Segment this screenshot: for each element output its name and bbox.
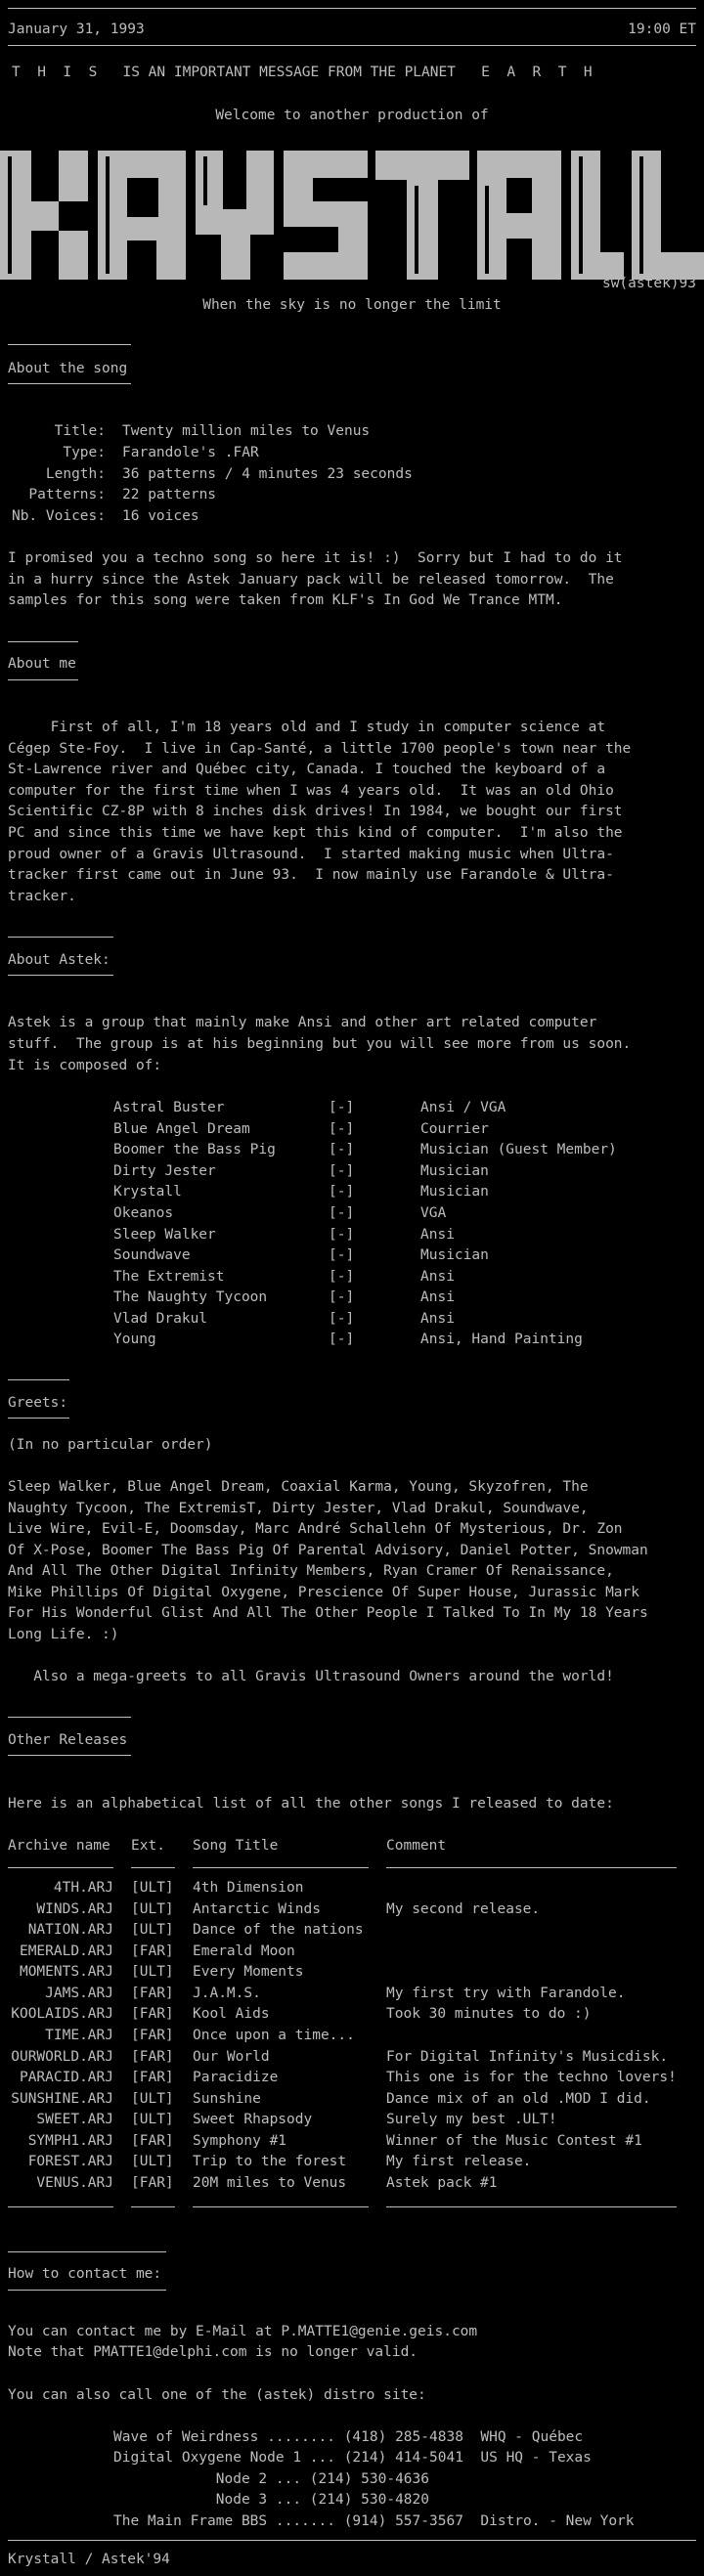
release-ext: [ULT] — [131, 1922, 174, 1938]
release-title: 4th Dimension — [193, 1880, 304, 1896]
about-me-line: tracker. — [8, 889, 76, 904]
member-separator: [-] — [329, 1163, 355, 1179]
table-footer-rule — [193, 2206, 369, 2207]
column-header-comment: Comment — [386, 1838, 447, 1854]
greets-line: For His Wonderful Glist And All The Other People I Talked To In My 18 Years — [8, 1605, 648, 1621]
release-ext: [FAR] — [131, 2049, 174, 2065]
release-comment: Winner of the Music Contest #1 — [386, 2133, 642, 2149]
release-ext: [ULT] — [131, 2112, 174, 2127]
member-role: VGA — [420, 1205, 447, 1221]
release-archive: FOREST.ARJ — [27, 2154, 113, 2169]
table-header-rule — [131, 1867, 175, 1868]
member-role: Musician — [420, 1184, 489, 1200]
release-archive: OURWORLD.ARJ — [11, 2049, 113, 2065]
member-name: Blue Angel Dream — [113, 1121, 250, 1137]
table-footer-rule — [131, 2206, 175, 2207]
krystall-logo — [0, 147, 704, 284]
release-title: 20M miles to Venus — [193, 2175, 347, 2191]
time: 19:00 ET — [628, 22, 696, 37]
member-separator: [-] — [329, 1269, 355, 1285]
release-comment: Dance mix of an old .MOD I did. — [386, 2091, 651, 2107]
about-me-line: tracker first came out in June 93. I now mainly use Farandole & Ultra- — [8, 867, 614, 883]
release-ext: [ULT] — [131, 1880, 174, 1896]
release-ext: [ULT] — [131, 1901, 174, 1917]
release-ext: [FAR] — [131, 2175, 174, 2191]
member-separator: [-] — [329, 1289, 355, 1305]
release-ext: [ULT] — [131, 1964, 174, 1980]
release-archive: TIME.ARJ — [45, 2028, 113, 2043]
release-title: Once upon a time... — [193, 2028, 355, 2043]
about-me-line: Scientific CZ-8P with 8 inches disk drives! In 1984, we bought our first — [8, 804, 623, 819]
top-rule — [8, 8, 696, 9]
release-archive: SUNSHINE.ARJ — [11, 2091, 113, 2107]
release-comment: This one is for the techno lovers! — [386, 2070, 677, 2085]
song-paragraph-line: samples for this song were taken from KLF's In God We Trance MTM. — [8, 592, 563, 608]
section-rule — [8, 1755, 131, 1756]
about-astek-heading: About Astek: — [8, 952, 110, 968]
about-me-line: St-Lawrence river and Québec city, Canada. I touched the keyboard of a — [8, 762, 606, 777]
member-role: Ansi — [420, 1227, 455, 1243]
section-rule — [8, 641, 78, 642]
table-header-rule — [386, 1867, 677, 1868]
section-rule — [8, 383, 131, 384]
song-field-value: 36 patterns / 4 minutes 23 seconds — [122, 466, 413, 482]
bbs-line: Wave of Weirdness ........ (418) 285-4838 WHQ - Québec — [113, 2429, 584, 2445]
table-header-rule — [8, 1867, 113, 1868]
release-title: Antarctic Winds — [193, 1901, 321, 1917]
column-header-archive: Archive name — [8, 1838, 110, 1854]
greets-line: Mike Phillips Of Digital Oxygene, Prescience Of Super House, Jurassic Mark — [8, 1585, 640, 1600]
member-role: Musician — [420, 1163, 489, 1179]
member-role: Musician (Guest Member) — [420, 1142, 617, 1157]
about-me-heading: About me — [8, 656, 76, 672]
mega-greets: Also a mega-greets to all Gravis Ultrasound Owners around the world! — [8, 1669, 614, 1684]
release-archive: EMERALD.ARJ — [19, 1943, 113, 1959]
astek-paragraph-line: stuff. The group is at his beginning but you will see more from us soon. — [8, 1036, 632, 1052]
about-me-line: proud owner of a Gravis Ultrasound. I started making music when Ultra- — [8, 847, 614, 862]
greets-line: And All The Other Digital Infinity Members, Ryan Cramer Of Renaissance, — [8, 1563, 614, 1579]
member-role: Ansi — [420, 1289, 455, 1305]
table-header-rule — [193, 1867, 369, 1868]
song-field-label: Length: — [45, 466, 106, 482]
bbs-line: Node 3 ... (214) 530-4820 — [113, 2492, 430, 2508]
release-comment: My first release. — [386, 2154, 532, 2169]
bbs-line: The Main Frame BBS ....... (914) 557-3567 Distro. - New York — [113, 2513, 635, 2529]
about-me-line: PC and since this time we have kept this kind of computer. I'm also the — [8, 825, 623, 841]
release-archive: WINDS.ARJ — [36, 1901, 113, 1917]
release-title: Trip to the forest — [193, 2154, 347, 2169]
release-ext: [ULT] — [131, 2154, 174, 2169]
release-title: Sweet Rhapsody — [193, 2112, 313, 2127]
contact-heading: How to contact me: — [8, 2266, 162, 2282]
email-line: You can contact me by E-Mail at P.MATTE1@genie.geis.com — [8, 2324, 478, 2339]
release-archive: VENUS.ARJ — [36, 2175, 113, 2191]
section-rule — [8, 679, 78, 680]
release-archive: NATION.ARJ — [27, 1922, 113, 1938]
release-comment: My second release. — [386, 1901, 541, 1917]
welcome-line: Welcome to another production of — [215, 108, 489, 123]
column-header-title: Song Title — [193, 1838, 279, 1854]
member-name: Young — [113, 1332, 156, 1347]
member-separator: [-] — [329, 1311, 355, 1327]
greets-heading: Greets: — [8, 1395, 68, 1411]
member-name: Soundwave — [113, 1247, 191, 1263]
member-name: Astral Buster — [113, 1100, 225, 1115]
bbs-line: Digital Oxygene Node 1 ... (214) 414-5041 US HQ - Texas — [113, 2450, 592, 2466]
song-field-label: Nb. Voices: — [11, 508, 106, 524]
planet-message: T H I S IS AN IMPORTANT MESSAGE FROM THE PLANET E A R T H — [12, 65, 593, 80]
member-role: Musician — [420, 1247, 489, 1263]
section-rule — [8, 344, 131, 345]
call-line: You can also call one of the (astek) distro site: — [8, 2387, 426, 2403]
member-role: Ansi — [420, 1311, 455, 1327]
release-ext: [FAR] — [131, 2070, 174, 2085]
member-name: Dirty Jester — [113, 1163, 216, 1179]
song-field-value: Farandole's .FAR — [122, 445, 259, 460]
header-rule — [8, 45, 696, 46]
releases-heading: Other Releases — [8, 1732, 128, 1748]
member-separator: [-] — [329, 1205, 355, 1221]
member-name: Okeanos — [113, 1205, 174, 1221]
release-ext: [FAR] — [131, 1943, 174, 1959]
release-comment: For Digital Infinity's Musicdisk. — [386, 2049, 669, 2065]
greets-line: Sleep Walker, Blue Angel Dream, Coaxial Karma, Young, Skyzofren, The — [8, 1479, 589, 1495]
release-comment: Took 30 minutes to do :) — [386, 2006, 592, 2022]
logo-signature: sw(astek)93 — [601, 276, 696, 291]
release-ext: [ULT] — [131, 2091, 174, 2107]
release-comment: Astek pack #1 — [386, 2175, 498, 2191]
member-name: Sleep Walker — [113, 1227, 216, 1243]
member-separator: [-] — [329, 1184, 355, 1200]
greets-line: Of X-Pose, Boomer The Bass Pig Of Parental Advisory, Daniel Potter, Snowman — [8, 1543, 648, 1558]
release-ext: [FAR] — [131, 2028, 174, 2043]
greets-line: Long Life. :) — [8, 1627, 119, 1642]
about-me-line: Cégep Ste-Foy. I live in Cap-Santé, a little 1700 people's town near the — [8, 741, 632, 757]
release-title: Our World — [193, 2049, 270, 2065]
section-rule — [8, 1418, 69, 1419]
member-role: Ansi — [420, 1269, 455, 1285]
member-separator: [-] — [329, 1332, 355, 1347]
tagline: When the sky is no longer the limit — [202, 297, 502, 313]
member-separator: [-] — [329, 1121, 355, 1137]
song-paragraph-line: in a hurry since the Astek January pack will be released tomorrow. The — [8, 572, 614, 588]
release-archive: JAMS.ARJ — [45, 1986, 113, 2001]
releases-intro: Here is an alphabetical list of all the other songs I released to date: — [8, 1796, 614, 1812]
member-name: Krystall — [113, 1184, 182, 1200]
song-field-value: 16 voices — [122, 508, 199, 524]
member-name: Vlad Drakul — [113, 1311, 208, 1327]
song-field-label: Patterns: — [28, 487, 106, 502]
member-separator: [-] — [329, 1142, 355, 1157]
song-paragraph-line: I promised you a techno song so here it is! :) Sorry but I had to do it — [8, 550, 623, 566]
krystall-logo-art — [0, 147, 704, 284]
astek-paragraph-line: It is composed of: — [8, 1058, 162, 1073]
astek-paragraph-line: Astek is a group that mainly make Ansi and other art related computer — [8, 1015, 597, 1030]
release-ext: [FAR] — [131, 1986, 174, 2001]
release-archive: SWEET.ARJ — [36, 2112, 113, 2127]
release-title: Kool Aids — [193, 2006, 270, 2022]
email-line: Note that PMATTE1@delphi.com is no longer valid. — [8, 2344, 418, 2360]
release-title: Every Moments — [193, 1964, 304, 1980]
member-separator: [-] — [329, 1247, 355, 1263]
release-title: Dance of the nations — [193, 1922, 364, 1938]
footer-signature: Krystall / Astek'94 — [8, 2552, 170, 2567]
release-comment: My first try with Farandole. — [386, 1986, 626, 2001]
member-name: The Naughty Tycoon — [113, 1289, 268, 1305]
section-rule — [8, 975, 113, 976]
release-title: Paracidize — [193, 2070, 279, 2085]
song-field-label: Type: — [63, 445, 106, 460]
column-header-ext: Ext. — [131, 1838, 165, 1854]
about-song-heading: About the song — [8, 361, 128, 376]
release-archive: 4TH.ARJ — [53, 1880, 113, 1896]
about-me-line: computer for the first time when I was 4 years old. It was an old Ohio — [8, 783, 614, 799]
member-name: The Extremist — [113, 1269, 225, 1285]
member-role: Ansi, Hand Painting — [420, 1332, 583, 1347]
release-title: Symphony #1 — [193, 2133, 287, 2149]
release-archive: PARACID.ARJ — [19, 2070, 113, 2085]
table-footer-rule — [8, 2206, 113, 2207]
song-field-value: 22 patterns — [122, 487, 217, 502]
bbs-line: Node 2 ... (214) 530-4636 — [113, 2471, 430, 2487]
release-title: Sunshine — [193, 2091, 261, 2107]
release-ext: [FAR] — [131, 2006, 174, 2022]
release-archive: SYMPH1.ARJ — [27, 2133, 113, 2149]
section-rule — [8, 937, 113, 938]
greets-line: Naughty Tycoon, The ExtremisT, Dirty Jester, Vlad Drakul, Soundwave, — [8, 1501, 589, 1516]
section-rule — [8, 2290, 166, 2291]
release-comment: Surely my best .ULT! — [386, 2112, 557, 2127]
member-separator: [-] — [329, 1227, 355, 1243]
date: January 31, 1993 — [8, 22, 145, 37]
release-title: J.A.M.S. — [193, 1986, 261, 2001]
song-field-label: Title: — [54, 423, 106, 439]
about-me-line: First of all, I'm 18 years old and I study in computer science at — [8, 720, 606, 735]
greets-note: (In no particular order) — [8, 1437, 213, 1453]
member-name: Boomer the Bass Pig — [113, 1142, 276, 1157]
section-rule — [8, 2251, 166, 2252]
section-rule — [8, 1379, 69, 1380]
table-footer-rule — [386, 2206, 677, 2207]
member-separator: [-] — [329, 1100, 355, 1115]
member-role: Courrier — [420, 1121, 489, 1137]
section-rule — [8, 1717, 131, 1718]
release-archive: MOMENTS.ARJ — [19, 1964, 113, 1980]
member-role: Ansi / VGA — [420, 1100, 506, 1115]
release-ext: [FAR] — [131, 2133, 174, 2149]
bottom-rule — [8, 2540, 696, 2541]
greets-line: Live Wire, Evil-E, Doomsday, Marc André Schallehn Of Mysterious, Dr. Zon — [8, 1521, 623, 1537]
song-field-value: Twenty million miles to Venus — [122, 423, 371, 439]
release-archive: KOOLAIDS.ARJ — [11, 2006, 113, 2022]
release-title: Emerald Moon — [193, 1943, 295, 1959]
